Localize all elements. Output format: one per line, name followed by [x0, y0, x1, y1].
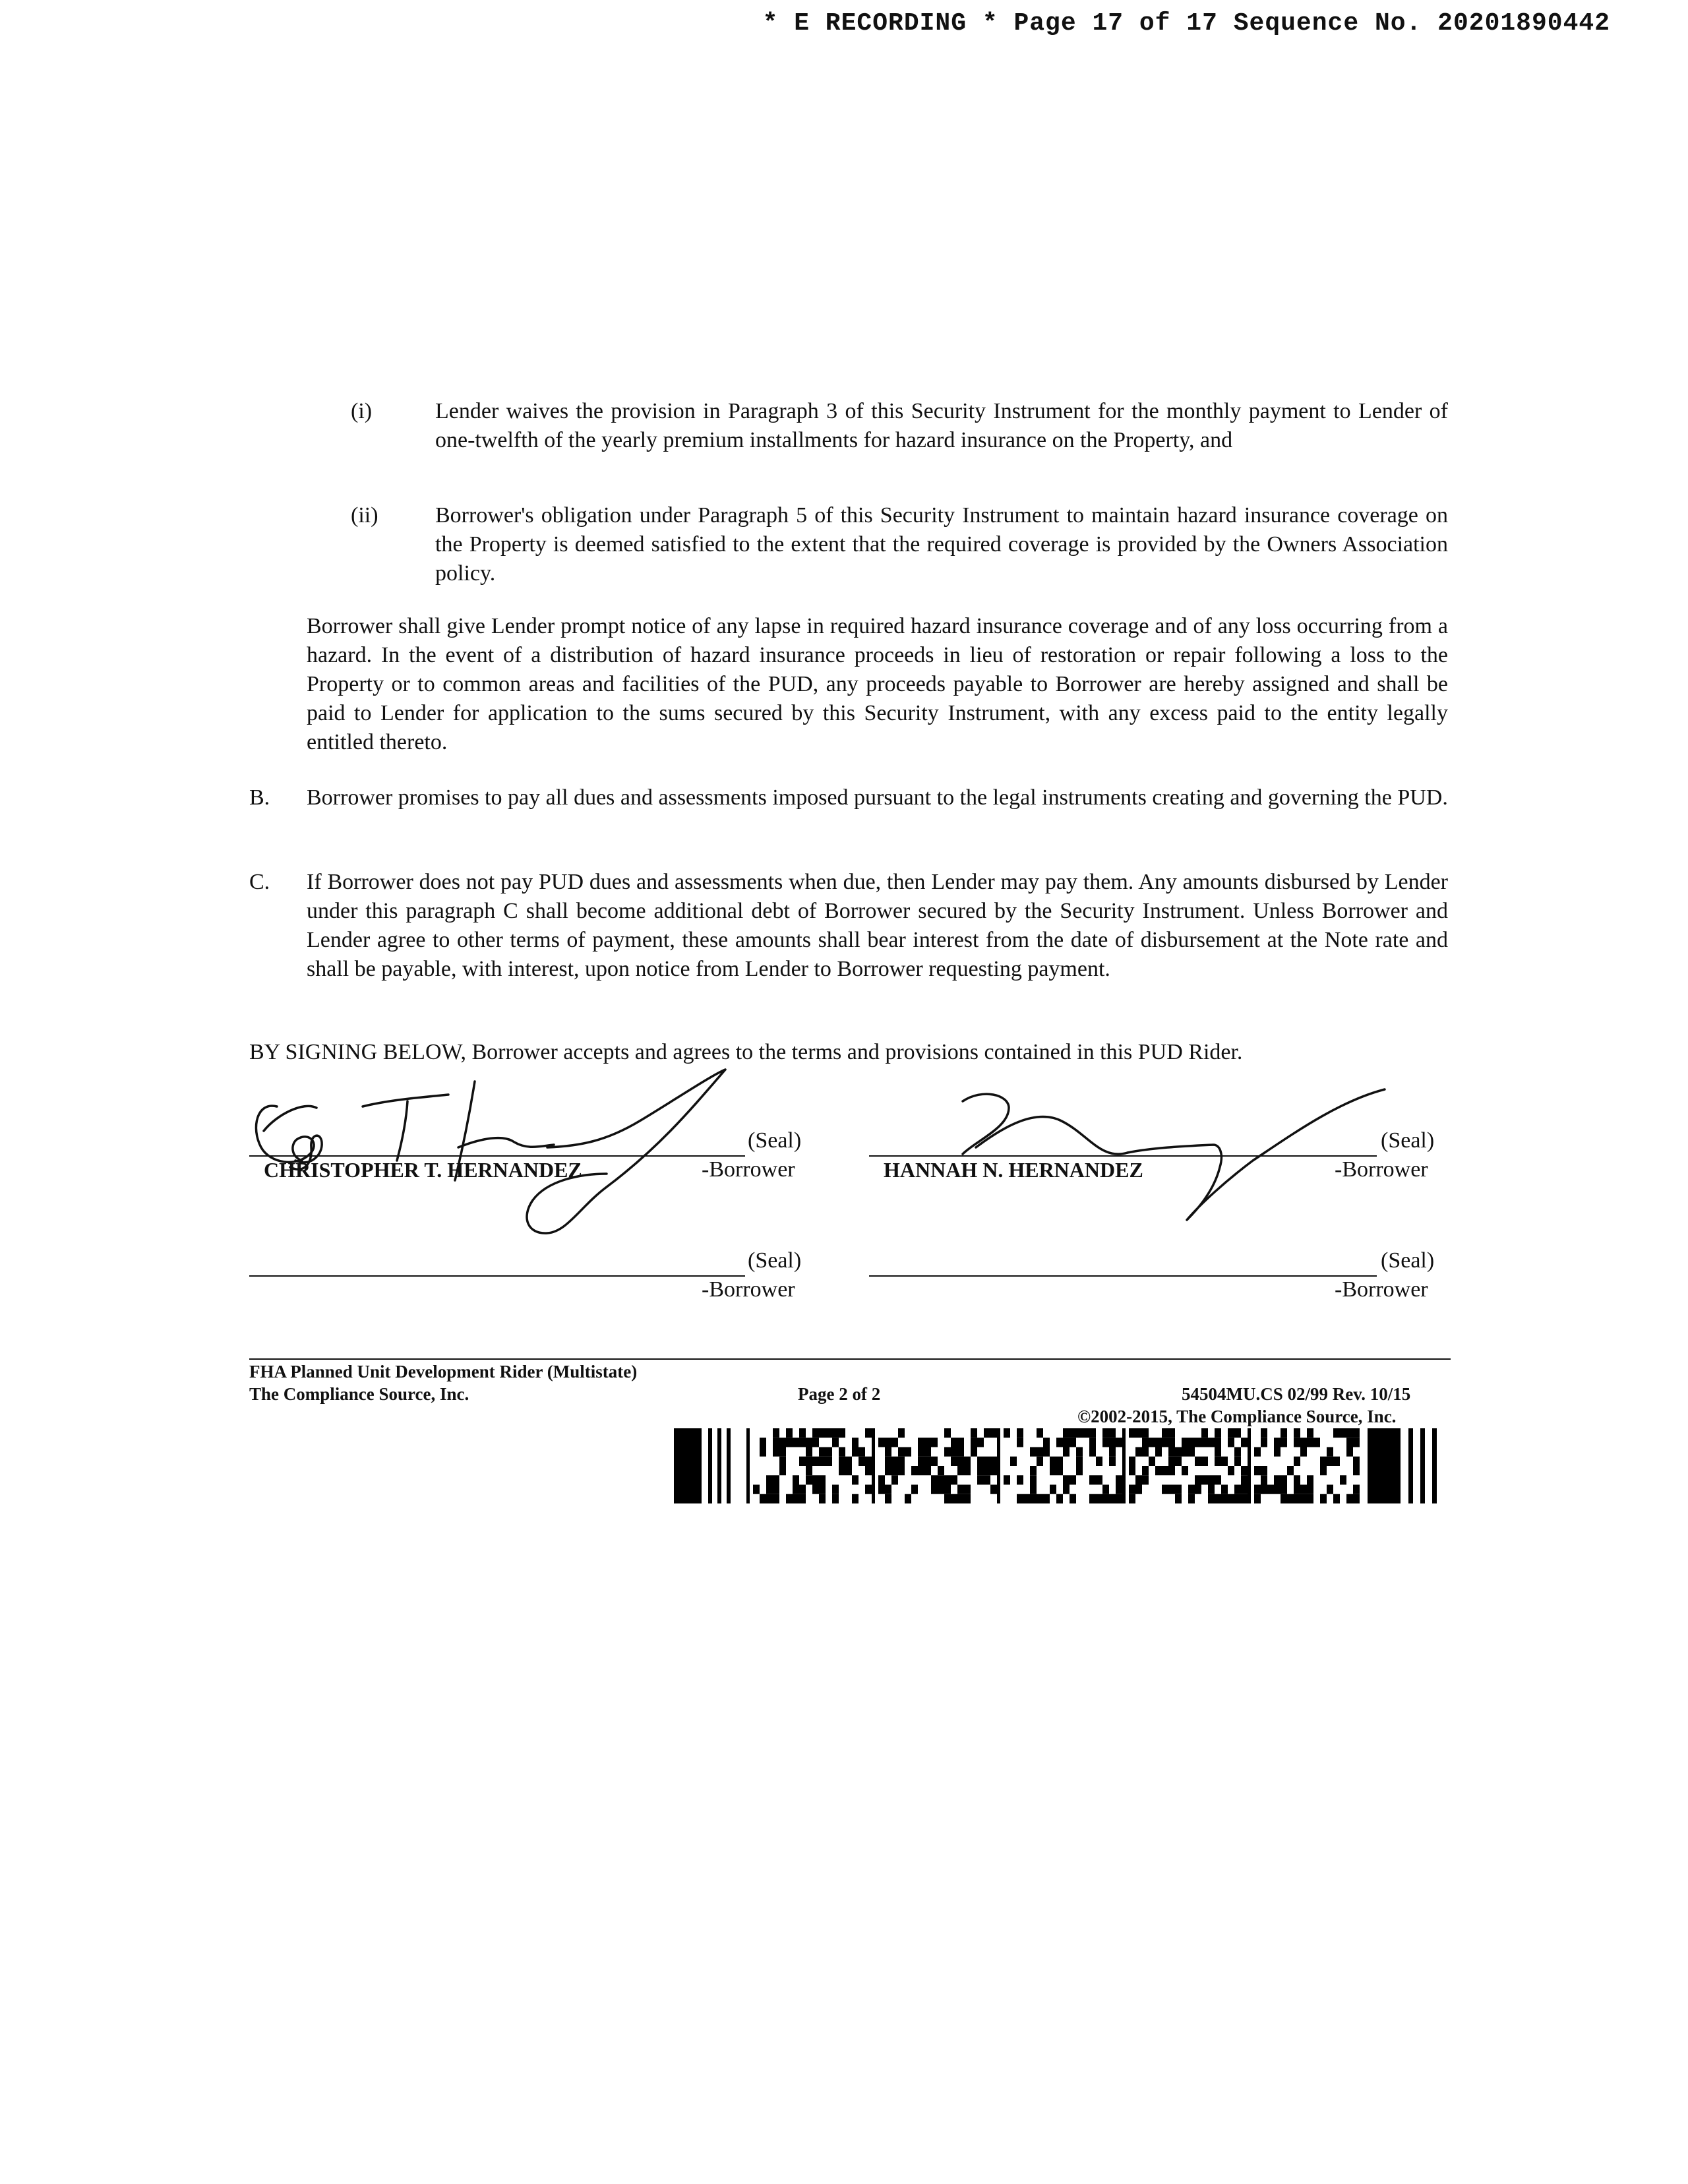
- borrower-1-name: CHRISTOPHER T. HERNANDEZ: [264, 1158, 582, 1182]
- recording-header: * E RECORDING * Page 17 of 17 Sequence No. 20201890442: [762, 9, 1610, 38]
- borrower-role-1: -Borrower: [702, 1157, 795, 1182]
- footer-rule: [249, 1358, 1451, 1360]
- signature-hannah: [936, 1081, 1398, 1240]
- signature-christopher: [237, 1068, 752, 1240]
- borrower-role-3: -Borrower: [702, 1277, 795, 1302]
- item-ii-text: Borrower's obligation under Paragraph 5 of this Security Instrument to maintain hazard insurance coverage on the Property is deemed satisfied to the extent that the required coverage is provided by the Owners Association policy.: [435, 503, 1448, 586]
- item-ii-label: (ii): [351, 503, 378, 528]
- borrower-2-name: HANNAH N. HERNANDEZ: [884, 1158, 1143, 1182]
- signature-line-3: [249, 1275, 745, 1277]
- item-i-label: (i): [351, 399, 373, 423]
- seal-label-4: (Seal): [1381, 1248, 1435, 1273]
- signing-statement: BY SIGNING BELOW, Borrower accepts and agrees to the terms and provisions contained in this PUD Rider.: [249, 1040, 1243, 1064]
- footer-company: The Compliance Source, Inc.: [249, 1384, 469, 1404]
- barcode-image: [674, 1428, 1447, 1503]
- borrower-role-2: -Borrower: [1335, 1157, 1428, 1182]
- item-c-text: If Borrower does not pay PUD dues and assessments when due, then Lender may pay them. Any amounts disbursed by Lender under this paragraph C shall become additional debt of Borrower secured by the Security Instrument. Unless Borrower and Lender agree to other terms of payment, these amounts shall bear interest from the date of disbursement at the Note rate and shall be payable, with interest, upon notice from Lender to Borrower requesting payment.: [307, 870, 1448, 981]
- seal-label-3: (Seal): [748, 1248, 802, 1273]
- seal-label-1: (Seal): [748, 1128, 802, 1153]
- notice-paragraph: Borrower shall give Lender prompt notice of any lapse in required hazard insurance coverage and of any loss occurring from a hazard. In the event of a distribution of hazard insurance proceeds in lieu of restoration or repair following a loss to the Property or to common areas and facilities of the PUD, any proceeds payable to Borrower are hereby assigned and shall be paid to Lender for application to the sums secured by this Security Instrument, with any excess paid to the entity legally entitled thereto.: [307, 614, 1448, 754]
- footer-page: Page 2 of 2: [798, 1384, 881, 1404]
- borrower-role-4: -Borrower: [1335, 1277, 1428, 1302]
- item-b-text: Borrower promises to pay all dues and assessments imposed pursuant to the legal instruments creating and governing the PUD.: [307, 785, 1448, 810]
- seal-label-2: (Seal): [1381, 1128, 1435, 1153]
- item-i-text: Lender waives the provision in Paragraph 3 of this Security Instrument for the monthly payment to Lender of one-twelfth of the yearly premium installments for hazard insurance on the Property, and: [435, 399, 1448, 452]
- signature-line-4: [869, 1275, 1377, 1277]
- footer-form-code: 54504MU.CS 02/99 Rev. 10/15: [1182, 1384, 1411, 1404]
- item-b-label: B.: [249, 785, 270, 810]
- footer-form-title: FHA Planned Unit Development Rider (Multistate): [249, 1362, 638, 1381]
- footer-copyright: ©2002-2015, The Compliance Source, Inc.: [1077, 1407, 1397, 1426]
- item-c-label: C.: [249, 870, 270, 894]
